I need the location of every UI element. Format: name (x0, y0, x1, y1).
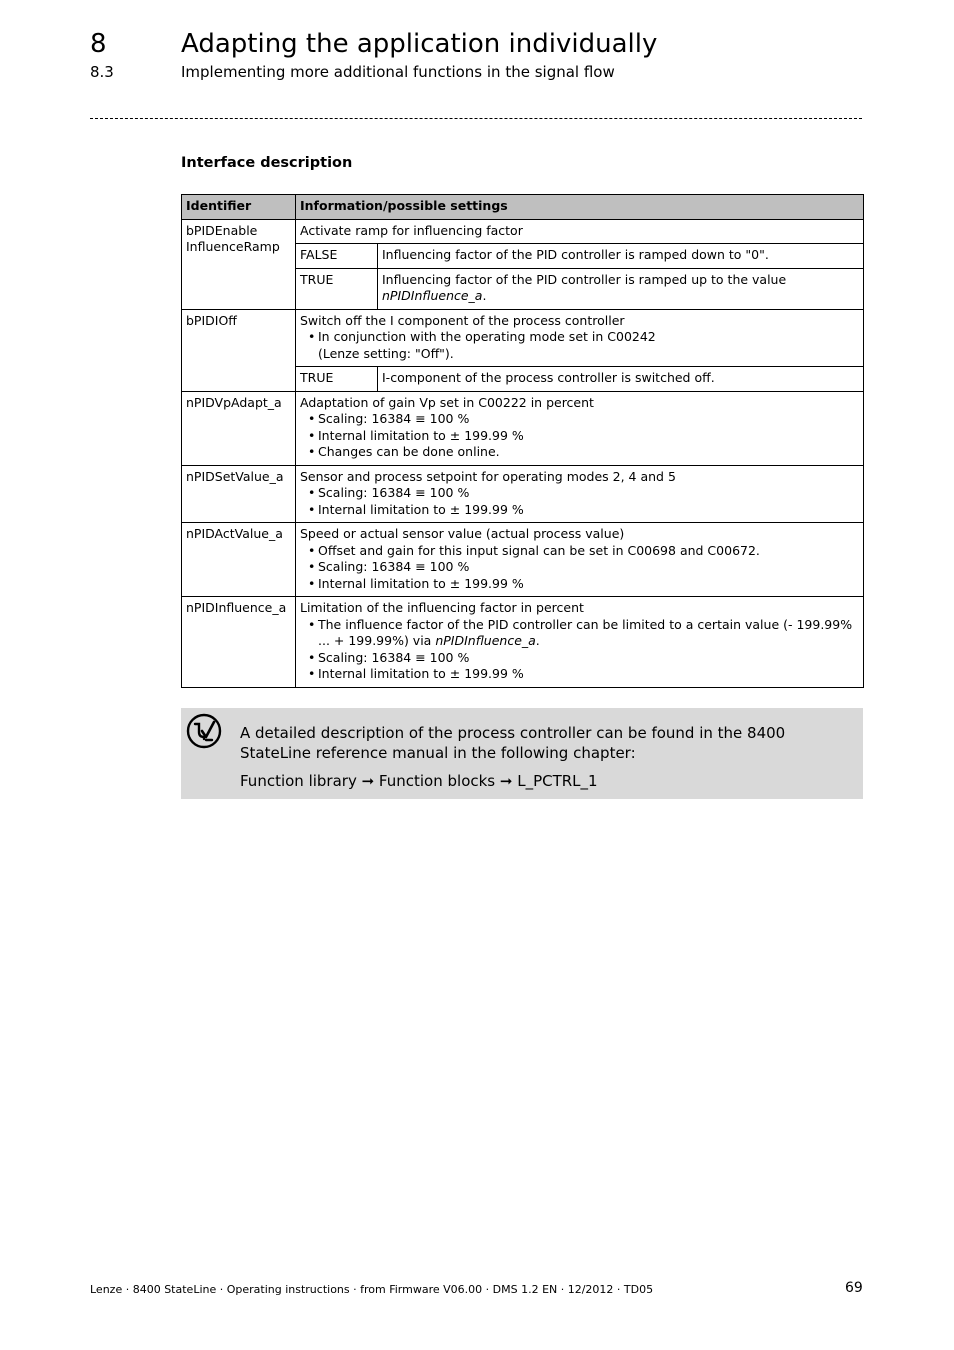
note-text: A detailed description of the process controller can be found in the 8400 StateLine reference manual in the following chapter: (240, 724, 786, 762)
signal-reference: nPIDInfluence_a (435, 633, 536, 648)
section-title: Implementing more additional functions in the signal flow (181, 63, 615, 81)
chapter-title: Adapting the application individually (181, 29, 658, 59)
bullet-item: • Scaling: 16384 ≡ 100 % (308, 485, 859, 502)
value-text: Influencing factor of the PID controller is ramped down to "0". (378, 244, 864, 269)
bullet-item: • Internal limitation to ± 199.99 % (308, 428, 859, 445)
value-cell: TRUE (296, 367, 378, 392)
bullet-item: • Offset and gain for this input signal can be set in C00698 and C00672. (308, 543, 859, 560)
col-identifier: Identifier (182, 195, 296, 220)
description-cell: Switch off the I component of the process controller • In conjunction with the operating mode set in C00242 (Lenze setting: "Off"). (296, 309, 864, 367)
value-cell: FALSE (296, 244, 378, 269)
bullet-item: • In conjunction with the operating mode set in C00242 (Lenze setting: "Off"). (308, 329, 859, 362)
identifier-cell: nPIDSetValue_a (182, 465, 296, 523)
bullet-item: • The influence factor of the PID controller can be limited to a certain value (- 199.99% ... + 199.99%) via nPIDInfluence_a. (308, 617, 859, 650)
table-row (182, 309, 864, 367)
table-row (182, 219, 864, 244)
table-row (182, 597, 864, 688)
description-cell: Speed or actual sensor value (actual process value) • Offset and gain for this input signal can be set in C00698 and C00672. • Scaling: 16384 ≡ 100 % • Internal limitation to ± 199.99 % (296, 523, 864, 597)
table-header-row (182, 195, 864, 220)
identifier-cell: nPIDInfluence_a (182, 597, 296, 688)
description-cell: Sensor and process setpoint for operating modes 2, 4 and 5 • Scaling: 16384 ≡ 100 % • Internal limitation to ± 199.99 % (296, 465, 864, 523)
header-divider (90, 118, 862, 119)
signal-reference: nPIDInfluence_a (382, 288, 483, 303)
page-number: 69 (845, 1280, 863, 1296)
bullet-item: • Scaling: 16384 ≡ 100 % (308, 411, 859, 428)
value-text: I-component of the process controller is switched off. (378, 367, 864, 392)
identifier-cell: nPIDActValue_a (182, 523, 296, 597)
reference-icon (185, 712, 223, 750)
description-cell: Limitation of the influencing factor in percent • The influence factor of the PID controller can be limited to a certain value (- 199.99% ... + 199.99%) via nPIDInfluence_a. • Scaling: 16384 ≡ 100 % • Internal limitation to ± 199.99 % (296, 597, 864, 688)
section-number: 8.3 (90, 63, 114, 81)
bullet-item: • Changes can be done online. (308, 444, 859, 461)
footer-text: Lenze · 8400 StateLine · Operating instructions · from Firmware V06.00 · DMS 1.2 EN · 12/2012 · TD05 (90, 1283, 654, 1296)
description-cell: Adaptation of gain Vp set in C00222 in percent • Scaling: 16384 ≡ 100 % • Internal limitation to ± 199.99 % • Changes can be done online. (296, 391, 864, 465)
description-cell: Activate ramp for influencing factor (296, 219, 864, 244)
bullet-item: • Scaling: 16384 ≡ 100 % (308, 559, 859, 576)
value-cell: TRUE (296, 268, 378, 309)
bullet-item: • Internal limitation to ± 199.99 % (308, 502, 859, 519)
subheading: Interface description (181, 155, 353, 171)
note-path: Function library ➞ Function blocks ➞ L_PCTRL_1 (240, 772, 598, 790)
identifier-cell: bPIDIOff (182, 309, 296, 391)
note-box (181, 708, 863, 799)
table-row (182, 391, 864, 465)
bullet-item: • Internal limitation to ± 199.99 % (308, 666, 859, 683)
identifier-cell: nPIDVpAdapt_a (182, 391, 296, 465)
bullet-item: • Internal limitation to ± 199.99 % (308, 576, 859, 593)
table-row (182, 523, 864, 597)
value-text: Influencing factor of the PID controller is ramped up to the value nPIDInfluence_a. (378, 268, 864, 309)
col-info: Information/possible settings (296, 195, 864, 220)
table-row (182, 465, 864, 523)
identifier-cell: bPIDEnable InfluenceRamp (182, 219, 296, 309)
bullet-item: • Scaling: 16384 ≡ 100 % (308, 650, 859, 667)
chapter-number: 8 (90, 29, 107, 59)
interface-table (181, 194, 864, 688)
